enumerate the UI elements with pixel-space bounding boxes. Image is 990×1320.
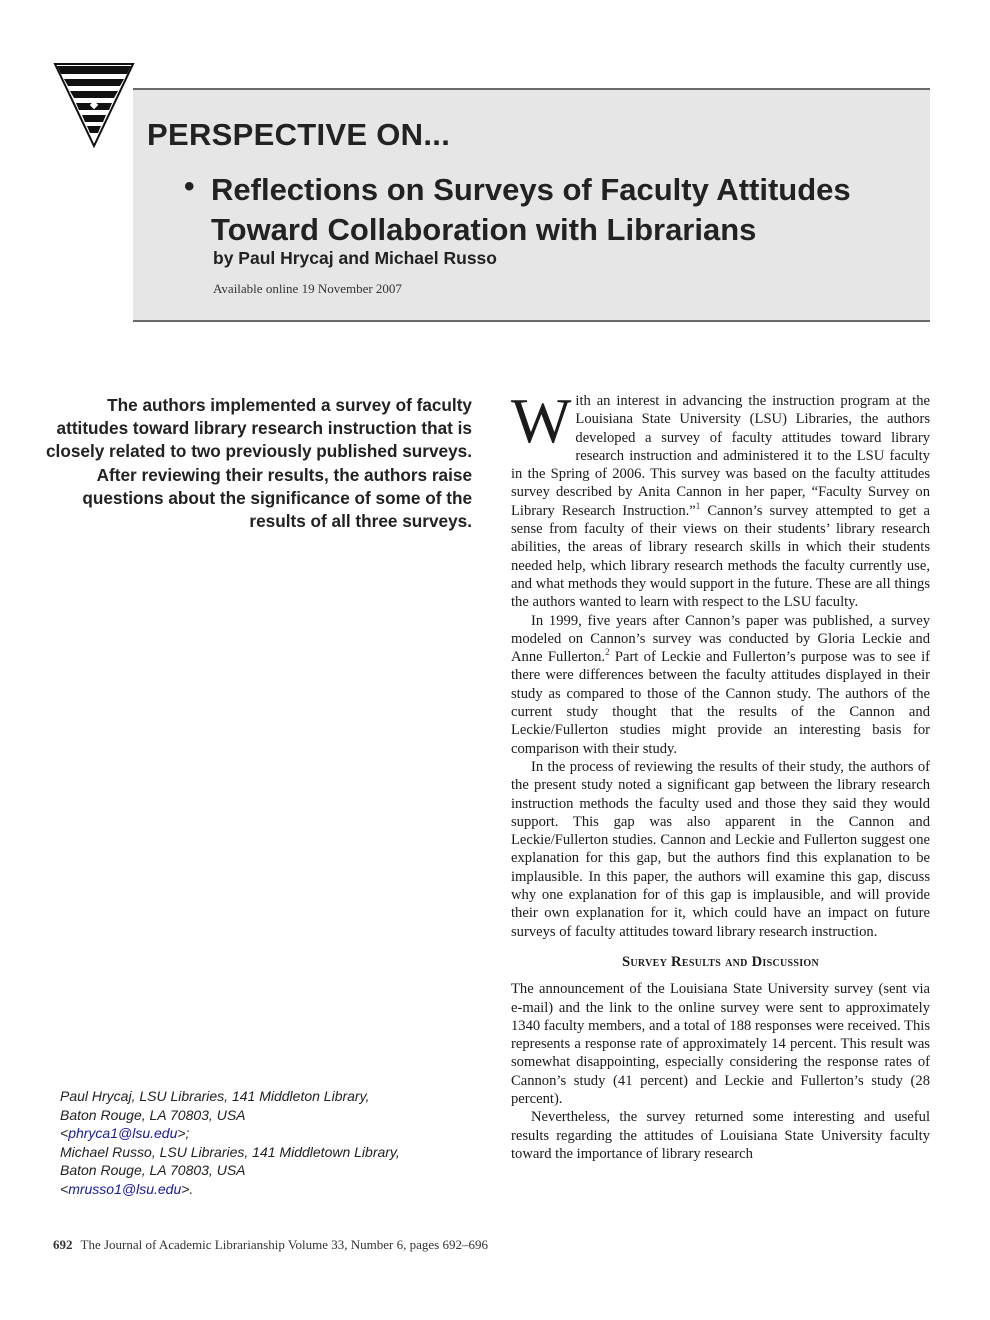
article-title [211, 170, 911, 250]
email-line-2: <mrusso1@lsu.edu>. [60, 1180, 194, 1197]
byline: by Paul Hrycaj and Michael Russo [213, 248, 497, 268]
email-link-1[interactable]: phryca1@lsu.edu [68, 1125, 178, 1142]
article-title-line-1: Reflections on Surveys of Faculty Attitudes [211, 172, 851, 207]
abstract: The authors implemented a survey of faculty attitudes toward library research instruction that is closely related to two previously published surveys. After reviewing their results, the authors raise questions about the significance of some of the results of all three surveys. [46, 395, 473, 532]
page-footer [53, 1237, 488, 1253]
journal-citation: The Journal of Academic Librarianship Volume 33, Number 6, pages 692–696 [80, 1237, 488, 1252]
paragraph-2-text-a: In 1999, five years after Cannon’s paper was published, a survey modeled on Cannon’s survey was conducted by Gloria Leckie and Anne Fullerton. [511, 612, 930, 666]
title-bullet: • [184, 170, 195, 203]
paragraph-1-text-b: Cannon’s survey attempted to get a sense from faculty of their views on their students’ library research abilities, the areas of library research skills in which their students needed help, which library research methods the faculty currently use, and what methods they would support in the future. These are all things the authors wanted to learn with respect to the LSU faculty. [511, 502, 930, 611]
footnote-ref-2[interactable]: 2 [605, 647, 610, 658]
affiliation-line-2: Baton Rouge, LA 70803, USA [60, 1106, 246, 1123]
author-affiliations [60, 1087, 480, 1199]
email-link-2[interactable]: mrusso1@lsu.edu [68, 1180, 182, 1197]
journal-logo-icon [53, 62, 135, 148]
section-heading: Survey Results and Discussion [621, 953, 820, 970]
section-label: PERSPECTIVE ON... [147, 117, 451, 152]
affiliation-line-1: Paul Hrycaj, LSU Libraries, 141 Middleton Library, [60, 1088, 370, 1104]
paragraph-2 [511, 612, 930, 758]
available-online-date: Available online 19 November 2007 [213, 281, 402, 296]
paragraph-1 [511, 385, 930, 612]
paragraph-3: In the process of reviewing the results of their study, the authors of the present study noted a significant gap between the library research instruction methods the faculty used and those they said they would support. This gap was also apparent in the Cannon and Leckie/Fullerton studies. Cannon and Leckie and Fullerton suggest one explanation for this gap, but the authors find this explanation to be implausible. In this paper, the authors will examine this gap, discuss why one explanation for of this gap is implausible, and will provide their own explanation for it, which could have an impact on future surveys of faculty attitudes toward library research instruction. [511, 758, 930, 940]
article-title-line-2: Toward Collaboration with Librarians [211, 212, 757, 247]
paragraph-4: The announcement of the Louisiana State University survey (sent via e-mail) and the link to the online survey were sent to approximately 1340 faculty members, and a total of 188 responses were received. This represents a response rate of approximately 14 percent. This result was somewhat disappointing, especially considering the response rates of Cannon’s study (41 percent) and Leckie and Fullerton’s study (28 percent). [511, 981, 930, 1107]
affiliation-line-5: Baton Rouge, LA 70803, USA [60, 1162, 246, 1179]
paragraph-5: Nevertheless, the survey returned some interesting and useful results regarding the attitudes of Louisiana State University faculty toward the importance of library research [511, 1109, 930, 1162]
paragraph-2-text-b: Part of Leckie and Fullerton’s purpose was to see if there were differences between the faculty attitudes displayed in their study as compared to those of the Cannon study. The authors of the current study thought that the results of the Cannon and Leckie/Fullerton studies might provide an interesting basis for comparison with their study. [511, 649, 930, 757]
affiliation-line-4: Michael Russo, LSU Libraries, 141 Middletown Library, [60, 1143, 400, 1160]
email-line-1: <phryca1@lsu.edu>; [60, 1125, 190, 1142]
body-text [511, 385, 930, 1163]
drop-cap: W [511, 385, 572, 456]
footnote-ref-1[interactable]: 1 [695, 500, 701, 511]
paragraph-1-text-a: ith an interest in advancing the instruction program at the Louisiana State University (LSU) Libraries, the authors developed a survey of faculty attitudes toward library research instruction and administered it to the LSU faculty in the Spring of 2006. This survey was based on the faculty attitudes survey described by Anita Cannon in her paper, “Faculty Survey on Library Research Instruction.” [511, 393, 930, 519]
page-number: 692 [53, 1237, 73, 1252]
